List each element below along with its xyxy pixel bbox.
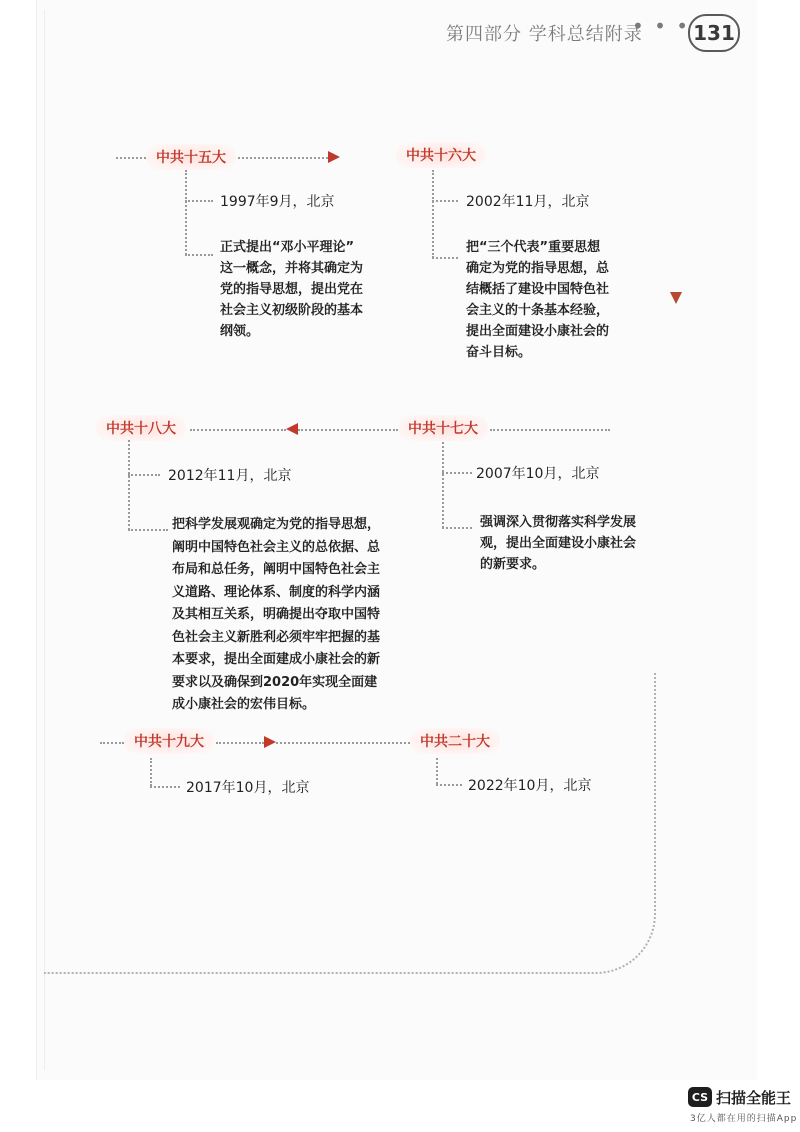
arrow-left-icon bbox=[286, 423, 298, 435]
arrow-right-icon bbox=[264, 736, 276, 748]
congress-label-19: 中共十九大 bbox=[124, 728, 214, 754]
connector-line bbox=[185, 170, 187, 255]
connector-line bbox=[190, 429, 286, 431]
desc-line: 提出全面建设小康社会的 bbox=[466, 324, 610, 339]
connector-line bbox=[442, 442, 444, 528]
connector-line bbox=[238, 157, 328, 159]
desc-line: 结概括了建设中国特色社 bbox=[466, 282, 610, 297]
desc-line: 本要求，提出全面建成小康社会的新 bbox=[172, 652, 381, 667]
header-dots: • • • bbox=[632, 14, 691, 38]
desc-line: 正式提出“邓小平理论” bbox=[220, 240, 355, 255]
connector-line bbox=[436, 784, 462, 786]
desc-line: 的新要求。 bbox=[480, 557, 546, 572]
desc-line: 义道路、理论体系、制度的科学内涵 bbox=[172, 584, 381, 600]
congress-date-17: 2007年10月，北京 bbox=[476, 466, 600, 482]
desc-line: 成小康社会的宏伟目标。 bbox=[172, 697, 316, 712]
desc-line: 强调深入贯彻落实科学发展 bbox=[480, 515, 637, 530]
congress-date-16: 2002年11月，北京 bbox=[466, 194, 590, 210]
arrow-right-icon bbox=[328, 151, 340, 163]
desc-line: 观，提出全面建设小康社会 bbox=[480, 536, 637, 551]
connector-line bbox=[128, 529, 168, 531]
dotted-frame-curve bbox=[44, 672, 656, 974]
connector-line bbox=[128, 440, 130, 530]
congress-label-17: 中共十七大 bbox=[398, 415, 488, 441]
desc-line: 党的指导思想，提出党在 bbox=[220, 282, 364, 297]
congress-label-18: 中共十八大 bbox=[96, 415, 186, 441]
connector-line bbox=[100, 742, 124, 744]
desc-line: 布局和总任务，阐明中国特色社会主 bbox=[172, 562, 381, 577]
desc-line: 纲领。 bbox=[220, 324, 260, 339]
desc-line: 色社会主义新胜利必须牢牢把握的基 bbox=[172, 629, 381, 645]
congress-desc-17 bbox=[480, 512, 660, 575]
connector-line bbox=[442, 472, 472, 474]
congress-desc-15 bbox=[220, 237, 395, 342]
connector-line bbox=[150, 786, 180, 788]
connector-line bbox=[432, 200, 458, 202]
desc-line: 要求以及确保到2020年实现全面建 bbox=[172, 674, 378, 690]
congress-desc-18 bbox=[172, 514, 402, 717]
camscanner-logo-icon: CS bbox=[688, 1087, 712, 1107]
connector-line bbox=[432, 257, 458, 259]
congress-date-19: 2017年10月，北京 bbox=[186, 780, 310, 796]
connector-line bbox=[150, 758, 152, 786]
congress-label-16: 中共十六大 bbox=[396, 142, 486, 168]
connector-line bbox=[442, 527, 472, 529]
arrow-down-icon bbox=[670, 292, 682, 304]
congress-date-20: 2022年10月，北京 bbox=[468, 778, 592, 794]
desc-line: 把科学发展观确定为党的指导思想， bbox=[172, 517, 381, 532]
camscanner-tagline: 3亿人都在用的扫描App bbox=[690, 1114, 798, 1124]
desc-line: 确定为党的指导思想，总 bbox=[466, 261, 610, 276]
congress-date-18: 2012年11月，北京 bbox=[168, 468, 292, 484]
connector-line bbox=[276, 742, 410, 744]
header-title: 第四部分 学科总结附录 bbox=[446, 24, 643, 45]
congress-label-20: 中共二十大 bbox=[410, 728, 500, 754]
connector-line bbox=[185, 200, 213, 202]
connector-line bbox=[116, 157, 146, 159]
connector-line bbox=[436, 758, 438, 784]
connector-line bbox=[432, 170, 434, 258]
connector-line bbox=[490, 429, 610, 431]
desc-line: 阐明中国特色社会主义的总依据、总 bbox=[172, 539, 381, 555]
page-number: 131 bbox=[688, 14, 740, 52]
desc-line: 及其相互关系，明确提出夺取中国特 bbox=[172, 607, 381, 622]
connector-line bbox=[185, 254, 213, 256]
camscanner-name: 扫描全能王 bbox=[716, 1089, 792, 1107]
congress-desc-16 bbox=[466, 237, 646, 363]
congress-label-15: 中共十五大 bbox=[146, 144, 236, 170]
congress-date-15: 1997年9月，北京 bbox=[220, 194, 335, 210]
desc-line: 会主义的十条基本经验， bbox=[466, 303, 610, 318]
connector-line bbox=[128, 474, 160, 476]
desc-line: 社会主义初级阶段的基本 bbox=[220, 303, 364, 318]
desc-line: 奋斗目标。 bbox=[466, 345, 532, 360]
connector-line bbox=[216, 742, 264, 744]
desc-line: 把“三个代表”重要思想 bbox=[466, 240, 601, 255]
desc-line: 这一概念，并将其确定为 bbox=[220, 261, 364, 276]
connector-line bbox=[298, 429, 398, 431]
